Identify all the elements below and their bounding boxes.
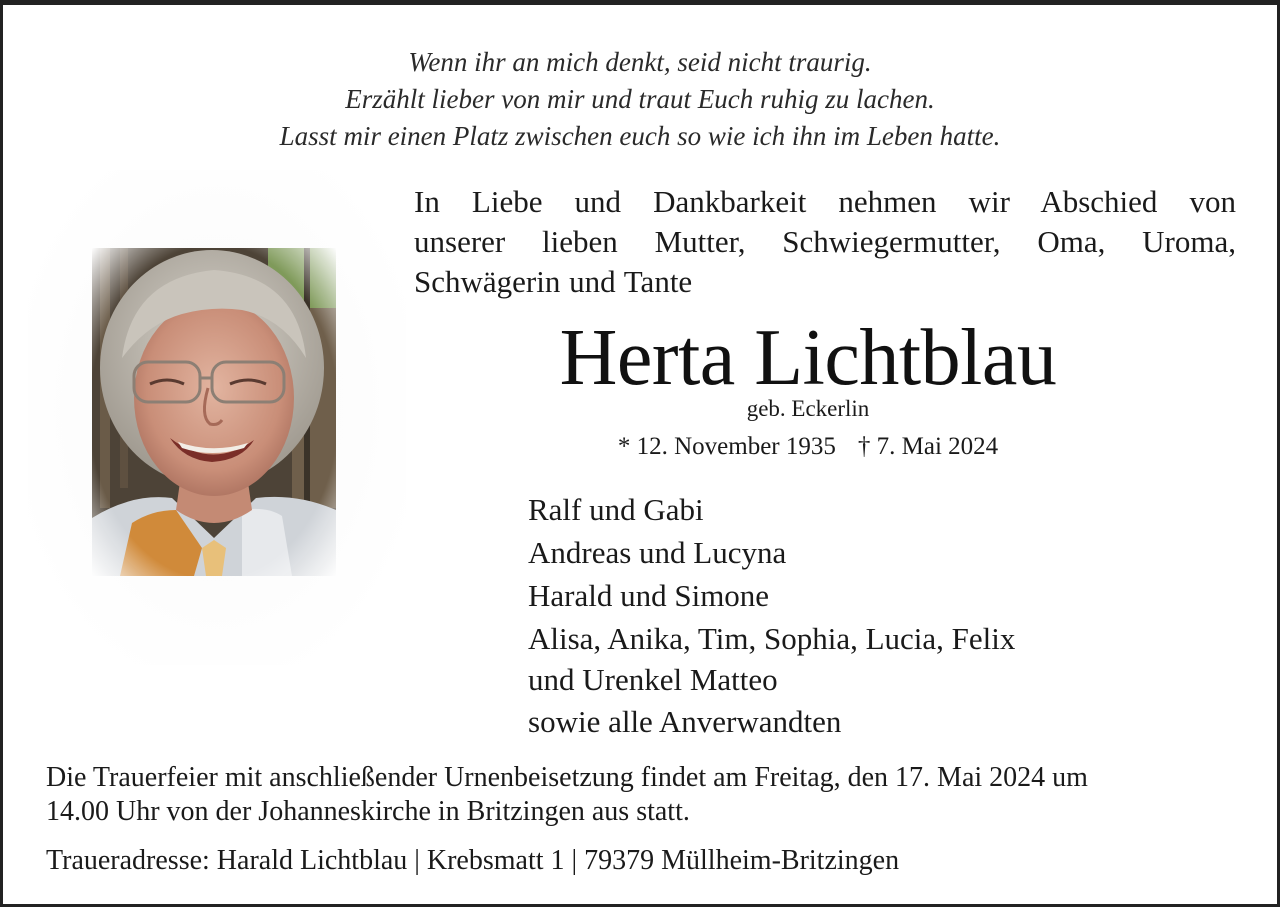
service-line: 14.00 Uhr von der Johanneskirche in Britzingen aus statt. — [46, 796, 690, 827]
mourner-entry: Andreas und Lucyna — [528, 535, 787, 570]
funeral-service-info — [46, 761, 1246, 829]
life-dates — [420, 431, 1196, 463]
birth-date: * 12. November 1935 — [617, 433, 836, 460]
poem-line: Erzählt lieber von mir und traut Euch ruhig zu lachen. — [345, 84, 935, 114]
mourner-entry: Harald und Simone — [528, 578, 770, 613]
mourning-address: Traueradresse: Harald Lichtblau | Krebsmatt 1 | 79379 Müllheim-Britzingen — [46, 845, 900, 876]
deceased-name: Herta Lichtblau — [559, 314, 1057, 402]
intro-line: unserer lieben Mutter, Schwiegermutter, Oma, Uroma, — [414, 224, 1236, 259]
mourner-entry: Alisa, Anika, Tim, Sophia, Lucia, Felix — [528, 621, 1016, 656]
maiden-name: geb. Eckerlin — [746, 396, 870, 421]
service-line: Die Trauerfeier mit anschließender Urnenbeisetzung findet am Freitag, den 17. Mai 2024 um — [46, 762, 1088, 793]
farewell-intro — [414, 182, 1236, 302]
death-date: † 7. Mai 2024 — [857, 433, 999, 460]
intro-line: Schwägerin und Tante — [414, 264, 693, 299]
poem-line: Lasst mir einen Platz zwischen euch so wie ich ihn im Leben hatte. — [279, 121, 1001, 151]
portrait-photo — [92, 248, 336, 576]
mourner-entry: Ralf und Gabi — [528, 492, 704, 527]
mourners-list — [528, 488, 1248, 743]
mourner-entry: sowie alle Anverwandten — [528, 704, 842, 739]
memorial-poem — [0, 44, 1280, 155]
intro-line: In Liebe und Dankbarkeit nehmen wir Abschied von — [414, 184, 1236, 219]
mourner-entry: und Urenkel Matteo — [528, 662, 778, 697]
poem-line: Wenn ihr an mich denkt, seid nicht traurig. — [408, 47, 872, 77]
